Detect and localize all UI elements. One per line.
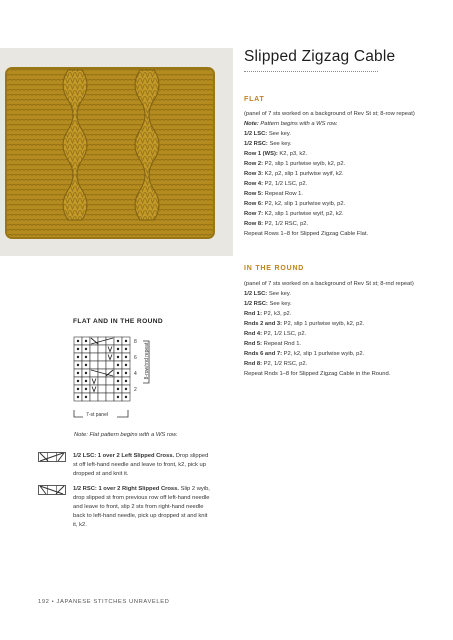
flat-line-text: P2, 1/2 LSC, p2. <box>263 181 308 187</box>
flat-line-text: K2, p2, slip 1 purlwise wyif, k2. <box>263 171 344 177</box>
flat-line <box>244 189 444 199</box>
title-rule <box>244 71 378 72</box>
panel-label: 7-st panel <box>86 412 108 418</box>
chart-heading: FLAT AND IN THE ROUND <box>73 318 164 325</box>
flat-line-text: 1/2 LSC: <box>244 131 268 137</box>
purl-dot <box>125 396 127 398</box>
flat-line <box>244 179 444 189</box>
panel-bracket <box>73 408 133 420</box>
round-line-text: Rnd 4: <box>244 331 263 337</box>
round-line-text: P2, k3, p2. <box>262 311 292 317</box>
flat-line-text: Row 3: <box>244 171 264 177</box>
round-line <box>244 319 444 329</box>
purl-dot <box>117 356 119 358</box>
purl-dot <box>85 372 87 374</box>
round-line-text: Rnd 5: <box>244 341 263 347</box>
flat-line-text: Row 7: <box>244 211 264 217</box>
stitch-chart <box>72 331 142 412</box>
chart-row-number: 2 <box>134 387 137 393</box>
round-instructions <box>244 279 444 379</box>
purl-dot <box>125 348 127 350</box>
purl-dot <box>77 372 79 374</box>
swatch-photo <box>0 48 233 256</box>
purl-dot <box>77 380 79 382</box>
flat-line-text: P2, k2, slip 1 purlwise wyib, p2. <box>263 201 346 207</box>
round-line <box>244 369 444 379</box>
flat-line <box>244 169 444 179</box>
flat-line <box>244 149 444 159</box>
purl-dot <box>125 388 127 390</box>
flat-line <box>244 139 444 149</box>
purl-dot <box>77 396 79 398</box>
rsc-label: 1/2 RSC: 1 over 2 Right Slipped Cross. <box>73 486 179 492</box>
purl-dot <box>77 388 79 390</box>
flat-line-text: P2, slip 1 purlwise wyib, k2, p2. <box>263 161 346 167</box>
round-line <box>244 289 444 299</box>
lsc-label: 1/2 LSC: 1 over 2 Left Slipped Cross. <box>73 453 175 459</box>
flat-line <box>244 219 444 229</box>
chart-cell <box>106 361 114 369</box>
lsc-text: Drop slipped st off left-hand needle and leave to front, k2, pick up dropped st and knit it. <box>73 453 209 477</box>
round-line-text: Rnd 8: <box>244 361 263 367</box>
purl-dot <box>117 348 119 350</box>
round-line <box>244 329 444 339</box>
round-line <box>244 279 444 289</box>
round-line <box>244 359 444 369</box>
purl-dot <box>85 364 87 366</box>
chart-row-number: 6 <box>134 355 137 361</box>
chart-cell <box>98 377 106 385</box>
round-line <box>244 309 444 319</box>
chart-note: Note: Flat pattern begins with a WS row. <box>74 432 178 438</box>
lsc-cable-icon <box>38 452 68 464</box>
flat-heading: FLAT <box>244 96 265 103</box>
round-line-text: Repeat Rnd 1. <box>262 341 302 347</box>
purl-dot <box>117 396 119 398</box>
flat-line-text: Row 4: <box>244 181 264 187</box>
round-line-text: Rnds 2 and 3: <box>244 321 283 327</box>
chart-cell <box>106 393 114 401</box>
purl-dot <box>85 388 87 390</box>
purl-dot <box>117 340 119 342</box>
round-line-text: 1/2 LSC: <box>244 291 268 297</box>
round-line-text: P2, k2, slip 1 purlwise wyib, p2. <box>282 351 365 357</box>
round-line <box>244 349 444 359</box>
round-heading: IN THE ROUND <box>244 265 305 272</box>
chart-cell <box>90 345 98 353</box>
round-line <box>244 339 444 349</box>
chart-cell <box>106 377 114 385</box>
purl-dot <box>77 340 79 342</box>
page-title: Slipped Zigzag Cable <box>244 48 396 65</box>
purl-dot <box>117 380 119 382</box>
flat-line <box>244 229 444 239</box>
round-line-text: P2, 1/2 LSC, p2. <box>262 331 307 337</box>
flat-line <box>244 109 444 119</box>
flat-line-text: See key. <box>267 141 292 147</box>
chart-cell <box>98 385 106 393</box>
purl-dot <box>125 340 127 342</box>
purl-dot <box>117 372 119 374</box>
page-footer: 192 • JAPANESE STITCHES UNRAVELED <box>38 599 170 605</box>
rsc-text: Slip 2 wyib, drop slipped st from previous row off left-hand needle and leave to front, slip 2 sts from right-hand needle back to left-hand needle, pick up dropped st and knit it, k2. <box>73 486 210 528</box>
round-line-text: (panel of 7 sts worked on a background of Rev St st; 8-rnd repeat) <box>244 281 414 287</box>
purl-dot <box>85 356 87 358</box>
purl-dot <box>77 356 79 358</box>
round-line-text: P2, slip 1 purlwise wyib, k2, p2. <box>282 321 365 327</box>
flat-line-text: (panel of 7 sts worked on a background of Rev St st; 8-row repeat) <box>244 111 415 117</box>
repeat-label: 8-row/rnd repeat <box>144 342 150 380</box>
flat-line <box>244 129 444 139</box>
flat-line-text: K2, p3, k2. <box>277 151 308 157</box>
purl-dot <box>85 340 87 342</box>
flat-line-text: Pattern begins with a WS row. <box>258 121 338 127</box>
flat-line-text: Row 5: <box>244 191 264 197</box>
chart-row-number: 4 <box>134 371 137 377</box>
purl-dot <box>117 388 119 390</box>
flat-line <box>244 209 444 219</box>
purl-dot <box>117 364 119 366</box>
flat-line-text: Repeat Rows 1–8 for Slipped Zigzag Cable Flat. <box>244 231 369 237</box>
chart-cell <box>98 345 106 353</box>
chart-cell <box>90 361 98 369</box>
flat-line-text: Repeat Row 1. <box>263 191 303 197</box>
purl-dot <box>85 380 87 382</box>
flat-line-text: Row 8: <box>244 221 264 227</box>
rsc-cable-icon <box>38 485 68 497</box>
flat-line-text: Row 2: <box>244 161 264 167</box>
round-line-text: P2, 1/2 RSC, p2. <box>262 361 308 367</box>
flat-line-text: 1/2 RSC: <box>244 141 268 147</box>
flat-line-text: Row 1 (WS): <box>244 151 278 157</box>
flat-line-text: Note: <box>244 121 259 127</box>
flat-line <box>244 199 444 209</box>
round-line-text: Repeat Rnds 1–8 for Slipped Zigzag Cable in the Round. <box>244 371 391 377</box>
flat-line <box>244 119 444 129</box>
flat-line <box>244 159 444 169</box>
chart-cell <box>98 353 106 361</box>
chart-row-number: 8 <box>134 339 137 345</box>
purl-dot <box>85 396 87 398</box>
chart-cell <box>90 393 98 401</box>
chart-cell <box>98 393 106 401</box>
flat-line-text: K2, slip 1 purlwise wyif, p2, k2. <box>263 211 344 217</box>
flat-line-text: Row 6: <box>244 201 264 207</box>
flat-line-text: P2, 1/2 RSC, p2. <box>263 221 309 227</box>
purl-dot <box>125 380 127 382</box>
purl-dot <box>125 364 127 366</box>
flat-line-text: See key. <box>267 131 291 137</box>
purl-dot <box>77 364 79 366</box>
purl-dot <box>85 348 87 350</box>
chart-cell <box>98 361 106 369</box>
purl-dot <box>125 356 127 358</box>
round-line-text: 1/2 RSC: <box>244 301 268 307</box>
chart-cell <box>90 353 98 361</box>
round-line-text: See key. <box>267 291 291 297</box>
round-line-text: See key. <box>267 301 292 307</box>
chart-cell <box>106 385 114 393</box>
flat-instructions <box>244 109 444 239</box>
round-line-text: Rnds 6 and 7: <box>244 351 283 357</box>
round-line-text: Rnd 1: <box>244 311 263 317</box>
repeat-bracket <box>141 340 153 384</box>
purl-dot <box>125 372 127 374</box>
round-line <box>244 299 444 309</box>
purl-dot <box>77 348 79 350</box>
